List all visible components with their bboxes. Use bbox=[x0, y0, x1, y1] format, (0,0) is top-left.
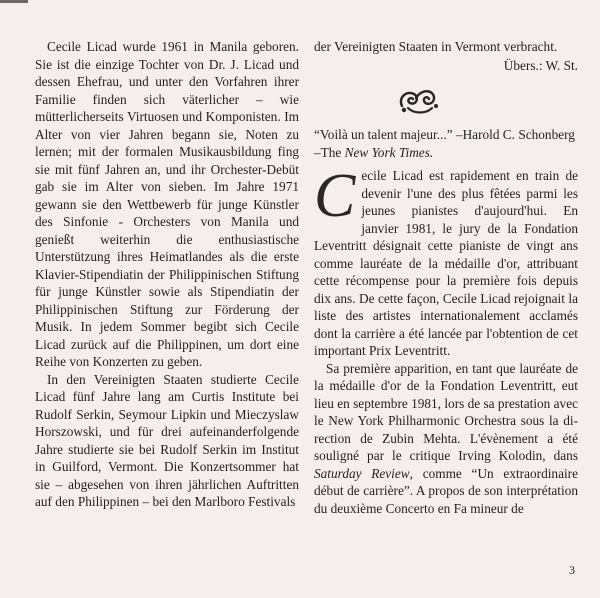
quote-text: “Voilà un talent majeur...” –Harold C. Schonberg –The bbox=[314, 127, 575, 160]
publication-title: Saturday Review bbox=[314, 465, 410, 481]
translator-credit: Übers.: W. St. bbox=[503, 57, 578, 73]
french-paragraph-2-start: Sa première apparition, en tant que lauréate de la médaille d'or de la Fondation Leventritt, eut lieu en septembre 1981, lors de sa prestation avec le New York Philharmonic Orchestra sous la direction de Zubin Mehta. L'évènement a été souligné par le critique Irving Kolodin, dans bbox=[314, 360, 579, 463]
top-edge-mark bbox=[0, 0, 28, 3]
german-paragraph-2: In den Vereinigten Staaten studierte Cecile Licad fünf Jahre lang am Curtis Institute bei Rudolf Serkin, Seymour Lipkin und Mieczyslaw Horszowski, und für drei aufeinanderfolgende Jahre studierte sie bei Rudolf Serkin im Institut in Guilford, Vermont. Die Konzertsommer hat sie – abgesehen von ihren jährlichen Auftritten auf den Philippinen – bei den Marlboro Festivals bbox=[35, 371, 299, 509]
right-column bbox=[314, 38, 578, 517]
dropcap-letter: C bbox=[314, 162, 356, 230]
page-number: 3 bbox=[569, 563, 575, 577]
flourish-ornament-icon bbox=[396, 84, 440, 116]
review-quote bbox=[314, 126, 578, 161]
french-paragraph-2-end: , comme “Un extraordinaire début de carrière”. A propos de son interprétation du deuxième Concerto en Fa mineur de bbox=[314, 465, 578, 516]
left-column bbox=[35, 38, 299, 511]
german-paragraph-continued: der Vereinigten Staaten in Vermont verbracht. bbox=[314, 39, 558, 54]
french-paragraph-1 bbox=[314, 162, 578, 360]
quote-source: New York Times. bbox=[344, 144, 434, 160]
french-paragraph-1-text: ecile Licad est rapidement en train de devenir l'une des plus fêtées parmi les jeunes pianistes d'aujourd'hui. En janvier 1981, le jury de la Fondation Leventritt désignait cette pianiste de vingt ans comme lauréate de la médaille d'or, attribuant cette récompense pour la première fois depuis dix ans. De cette façon, Cecile Licad rejoignait la liste des artistes internationalement acclamés dont la carrière a été lancée par l'obtention de cet important Prix Leventritt. bbox=[314, 168, 578, 358]
german-paragraph-1: Cecile Licad wurde 1961 in Manila geboren. Sie ist die einzige Tochter von Dr. J. Licad und dessen Ehefrau, und unter den Vorfahren ihrer Familie finden sich väterlicher – wie mütterlicherseits Virtuosen und Komponisten. Im Alter von vier Jahren begann sie, Noten zu lernen; mit der formalen Musikausbildung fing sie mit fünf Jahren an, und ihr Orchester-Debüt gab sie im Alter von sieben. Im Jahre 1971 gewann sie den Wettbewerb für junge Künstler des Sinfonie - Orchesters von Manila und genießt weiterhin die enthusiastische Unterstützung ihres Heimatlandes als die erste Klavier-Stipendiatin der Philippinischen Stiftung für junge Künstler sowie als Stipendiatin der Philippinischen Stiftung zur Förderung der Musik. In jedem Sommer begibt sich Cecile Licad zurück auf die Philippinen, um dort eine Reihe von Konzerten zu geben. bbox=[35, 39, 299, 369]
french-paragraph-2 bbox=[314, 360, 578, 518]
